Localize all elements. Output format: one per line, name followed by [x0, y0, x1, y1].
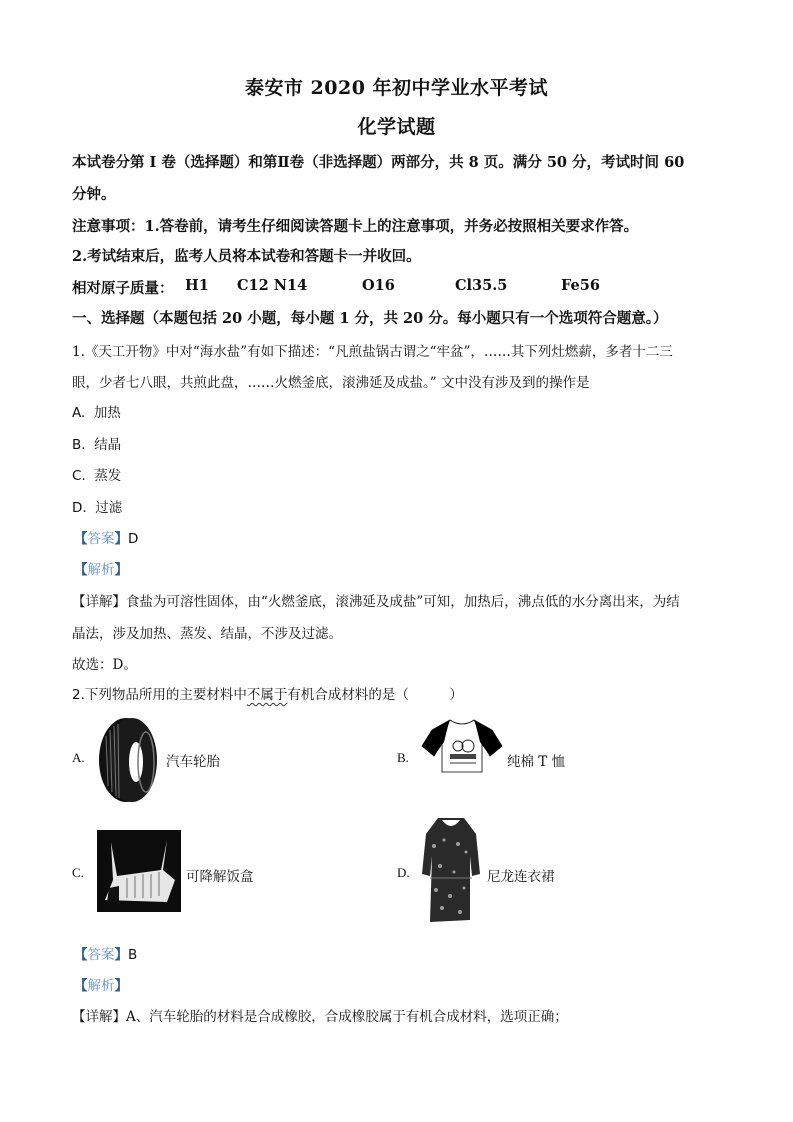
q2-option-a-text: 汽车轮胎 — [166, 754, 220, 770]
detail-label: 【详解】 — [72, 1009, 126, 1025]
detail-label: 【详解】 — [72, 594, 126, 610]
answer-value: D — [128, 531, 139, 547]
q1-stem-line-1: 1.《天工开物》中对“海水盐”有如下描述：“凡煎盐锅古谓之“牢盆”，……其下列灶燃薪，多者十二三 — [72, 344, 673, 360]
answer-tag: 【答案】 — [74, 947, 128, 963]
q1-answer — [74, 527, 138, 547]
q2-stem: 2.下列物品所用的主要材料中不属于有机合成材料的是（ ） — [72, 687, 463, 703]
atomic-mass-h: H1 — [185, 277, 209, 294]
intro-line-2: 分钟。 — [72, 186, 116, 203]
q1-analysis-tag: 【解析】 — [74, 562, 128, 578]
atomic-mass-c-n: C12 N14 — [237, 277, 308, 294]
q1-conclusion: 故选：D。 — [72, 657, 137, 673]
exam-title: 泰安市 2020 年初中学业水平考试 — [244, 77, 549, 99]
q2-option-b-key: B. — [397, 750, 409, 765]
atomic-mass-label: 相对原子质量： — [72, 280, 174, 297]
emphasis-not-belong: 不属于 — [246, 687, 288, 703]
q2-option-b-text: 纯棉 T 恤 — [507, 754, 566, 770]
tire-image — [96, 716, 164, 804]
q1-detail-line-1: 【详解】食盐为可溶性固体，由“火燃釜底，滚沸延及成盐”可知，加热后，沸点低的水分离出来，为结 — [72, 594, 680, 610]
notice-2: 2.考试结束后，监考人员将本试卷和答题卡一并收回。 — [72, 248, 421, 265]
q1-option-d: D. 过滤 — [72, 500, 123, 516]
q2-answer — [74, 943, 137, 963]
q2-option-a-key: A. — [72, 750, 85, 765]
answer-tag: 【答案】 — [74, 531, 128, 547]
q2-option-c-key: C. — [72, 865, 84, 880]
q2-option-d-text: 尼龙连衣裙 — [487, 869, 555, 885]
q1-detail-line-2: 晶法，涉及加热、蒸发、结晶，不涉及过滤。 — [72, 626, 342, 642]
dress-image — [420, 816, 482, 928]
tshirt-image — [420, 716, 504, 774]
atomic-mass-o: O16 — [362, 277, 395, 294]
q2-analysis-tag: 【解析】 — [74, 978, 128, 994]
q1-option-b: B. 结晶 — [72, 437, 122, 453]
atomic-mass-row — [72, 277, 174, 298]
q1-option-c: C. 蒸发 — [72, 468, 122, 484]
intro-line-1: 本试卷分第 I 卷（选择题）和第Ⅱ卷（非选择题）两部分，共 8 页。满分 50 分，考试时间 60 — [72, 154, 685, 171]
answer-value: B — [128, 947, 138, 963]
notice-1: 注意事项：1.答卷前，请考生仔细阅读答题卡上的注意事项，并务必按照相关要求作答。 — [72, 218, 639, 235]
exam-subtitle: 化学试题 — [357, 116, 436, 138]
q1-stem-line-2: 眼，少者七八眼，共煎此盘，……火燃釜底，滚沸延及成盐。” 文中没有涉及到的操作是 — [72, 375, 590, 391]
atomic-mass-cl: Cl35.5 — [455, 277, 508, 294]
lunchbox-image — [97, 830, 181, 912]
q1-option-a: A. 加热 — [72, 405, 121, 421]
q2-detail-line-1: 【详解】A、汽车轮胎的材料是合成橡胶，合成橡胶属于有机合成材料，选项正确； — [72, 1009, 568, 1025]
q2-option-d-key: D. — [397, 865, 410, 880]
q2-option-c-text: 可降解饭盒 — [186, 869, 254, 885]
section-heading: 一、选择题（本题包括 20 小题，每小题 1 分，共 20 分。每小题只有一个选项符合题意。） — [72, 310, 668, 327]
atomic-mass-fe: Fe56 — [561, 277, 600, 294]
